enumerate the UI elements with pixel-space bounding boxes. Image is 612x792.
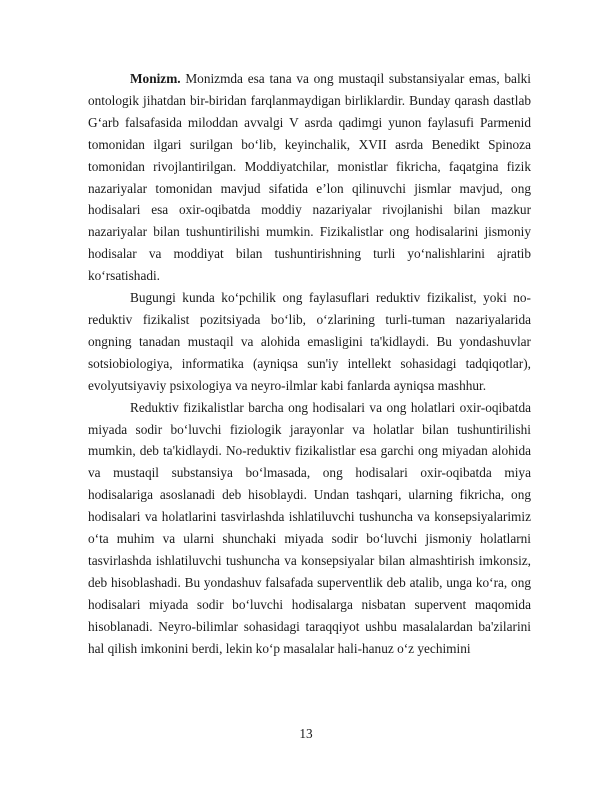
paragraph-text: Bugungi kunda ko‘pchilik ong faylasuflari reduktiv fizikalist, yoki no-reduktiv fizikalist pozitsiyada bo‘lib, o‘zlarining turli-tuman nazariyalarida ongning tanadan mustaqil va alohida emasligini ta'kidlaydi. Bu yondashuvlar sotsiobiologiya, informatika (ayniqsa sun'iy intellekt sohasidagi tadqiqotlar), evolyutsiyaviy psixologiya va neyro-ilmlar kabi fanlarda ayniqsa mashhur. bbox=[88, 290, 531, 393]
paragraph-reductive bbox=[88, 397, 531, 660]
paragraph-text: Reduktiv fizikalistlar barcha ong hodisalari va ong holatlari oxir-oqibatda miyada sodir bo‘luvchi fiziologik jarayonlar va holatlar bilan tushuntirilishi mumkin, deb ta'kidlaydi. No-reduktiv fizikalistlar esa garchi ong miyadan alohida va mustaqil substansiya bo‘lmasada, ong hodisalari oxir-oqibatda miya hodisalariga asoslanadi deb hisoblaydi. Undan tashqari, ularning fikricha, ong hodisalari va holatlarini tasvirlashda ishlatiluvchi tushuncha va konsepsiyalarimiz o‘ta muhim va ularni shunchaki miyada sodir bo‘luvchi jismoniy holatlarni tasvirlashda ishlatiluvchi tushuncha va konsepsiyalar bilan almashtirish imkonsiz, deb hisoblashadi. Bu yondashuv falsafada superventlik deb atalib, unga ko‘ra, ong hodisalari miyada sodir bo‘luvchi hodisalarga nisbatan supervent maqomida hisoblanadi. Neyro-bilimlar sohasidagi taraqqiyot ushbu masalalardan ba'zilarini hal qilish imkonini berdi, lekin ko‘p masalalar hali-hanuz o‘z yechimini bbox=[88, 399, 531, 656]
paragraph-lead-term: Monizm. bbox=[130, 71, 181, 86]
document-body bbox=[88, 68, 531, 659]
page-number: 13 bbox=[299, 726, 313, 741]
paragraph-monism bbox=[88, 68, 531, 287]
paragraph-physicalism bbox=[88, 287, 531, 397]
paragraph-text: Monizmda esa tana va ong mustaqil substansiyalar emas, balki ontologik jihatdan bir-biridan farqlanmaydigan birliklardir. Bunday qarash dastlab G‘arb falsafasida miloddan avvalgi V asrda qadimgi yunon faylasufi Parmenid tomonidan ilgari surilgan bo‘lib, keyinchalik, XVII asrda Benedikt Spinoza tomonidan rivojlantirilgan. Moddiyatchilar, monistlar fikricha, faqatgina fizik nazariyalar tomonidan mavjud sifatida e’lon qilinuvchi jismlar mavjud, ong hodisalari esa oxir-oqibatda moddiy nazariyalar rivojlanishi bilan mazkur nazariyalar bilan tushuntirilishi mumkin. Fizikalistlar ong hodisalarini jismoniy hodisalar va moddiyat bilan tushuntirishning turli yo‘nalishlarini ajratib ko‘rsatishadi. bbox=[88, 71, 531, 284]
